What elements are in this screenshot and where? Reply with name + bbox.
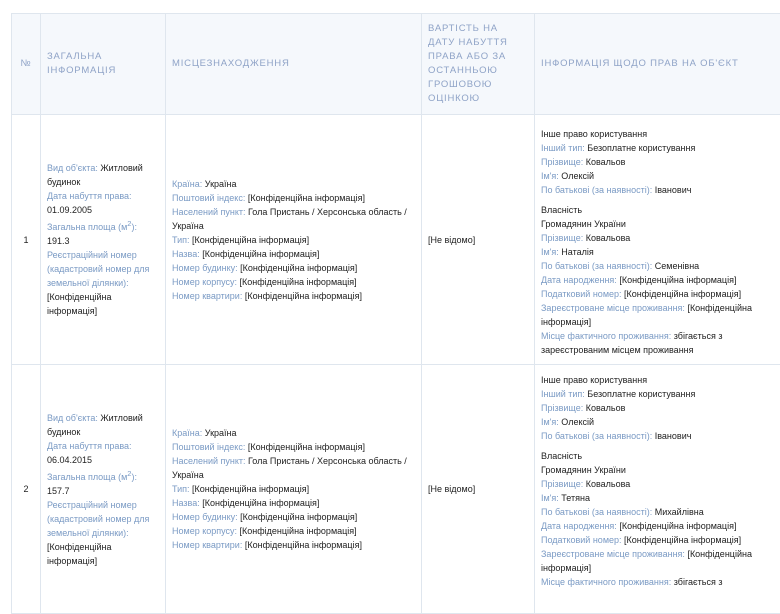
value-cell: [Не відомо] bbox=[422, 365, 535, 614]
rights-cell: Інше право користування Інший тип: Безоплатне користування Прізвище: Ковальов Ім'я: Олексій По батькові (за наявності): Іванович Власність Громадянин України Прізвище: Ковальова Ім'я: Наталія По батькові (за наявності): Семенівна Дата народження: [Конфіденційна інформація] Податковий номер: [Конфіденційна інформація] Зареєстроване місце проживання: [Конфіденційна інформація] Місце фактичного проживання: збігається з зареєстрованим місцем проживання bbox=[535, 115, 780, 365]
header-number: № bbox=[12, 14, 41, 115]
header-general-info: ЗАГАЛЬНА ІНФОРМАЦІЯ bbox=[41, 14, 166, 115]
header-location: МІСЦЕЗНАХОДЖЕННЯ bbox=[166, 14, 422, 115]
row-number: 2 bbox=[12, 365, 41, 614]
object-type: Житловий будинок bbox=[47, 413, 143, 437]
table-row bbox=[12, 365, 780, 614]
location-cell: Країна: Україна Поштовий індекс: [Конфіденційна інформація] Населений пункт: Гола Пристань / Херсонська область / Україна Тип: [Конфіденційна інформація] Назва: [Конфіденційна інформація] Номер будинку: [Конфіденційна інформація] Номер корпусу: [Конфіденційна інформація] Номер квартири: [Конфіденційна інформація] bbox=[166, 115, 422, 365]
table-header-row bbox=[12, 14, 780, 115]
property-table-wrapper bbox=[11, 13, 780, 614]
registration-number: [Конфіденційна інформація] bbox=[47, 540, 159, 568]
total-area: 191.3 bbox=[47, 234, 159, 248]
general-info-cell: Вид об'єкта: Житловий будинок Дата набуття права: 06.04.2015 Загальна площа $(м^2)$: 157.7 Реєстраційний номер (кадастровий номер для земельної ділянки): [Конфіденційна інформація] bbox=[41, 365, 166, 614]
registration-number: [Конфіденційна інформація] bbox=[47, 290, 159, 318]
total-area: 157.7 bbox=[47, 484, 159, 498]
rights-cell: Інше право користування Інший тип: Безоплатне користування Прізвище: Ковальов Ім'я: Олексій По батькові (за наявності): Іванович Власність Громадянин України Прізвище: Ковальова Ім'я: Тетяна По батькові (за наявності): Михайлівна Дата народження: [Конфіденційна інформація] Податковий номер: [Конфіденційна інформація] Зареєстроване місце проживання: [Конфіденційна інформація] Місце фактичного проживання: збігається з bbox=[535, 365, 780, 614]
acquired-date: 06.04.2015 bbox=[47, 453, 159, 467]
table-row bbox=[12, 115, 780, 365]
value-cell: [Не відомо] bbox=[422, 115, 535, 365]
object-type: Житловий будинок bbox=[47, 163, 143, 187]
general-info-cell: Вид об'єкта: Житловий будинок Дата набуття права: 01.09.2005 Загальна площа $(м^2)$: 191.3 Реєстраційний номер (кадастровий номер для земельної ділянки): [Конфіденційна інформація] bbox=[41, 115, 166, 365]
row-number: 1 bbox=[12, 115, 41, 365]
property-table bbox=[11, 13, 780, 614]
header-value: ВАРТІСТЬ НА ДАТУ НАБУТТЯ ПРАВА АБО ЗА ОСТАННЬОЮ ГРОШОВОЮ ОЦІНКОЮ bbox=[422, 14, 535, 115]
location-cell: Країна: Україна Поштовий індекс: [Конфіденційна інформація] Населений пункт: Гола Пристань / Херсонська область / Україна Тип: [Конфіденційна інформація] Назва: [Конфіденційна інформація] Номер будинку: [Конфіденційна інформація] Номер корпусу: [Конфіденційна інформація] Номер квартири: [Конфіденційна інформація] bbox=[166, 365, 422, 614]
acquired-date: 01.09.2005 bbox=[47, 203, 159, 217]
header-rights: ІНФОРМАЦІЯ ЩОДО ПРАВ НА ОБ'ЄКТ bbox=[535, 14, 780, 115]
